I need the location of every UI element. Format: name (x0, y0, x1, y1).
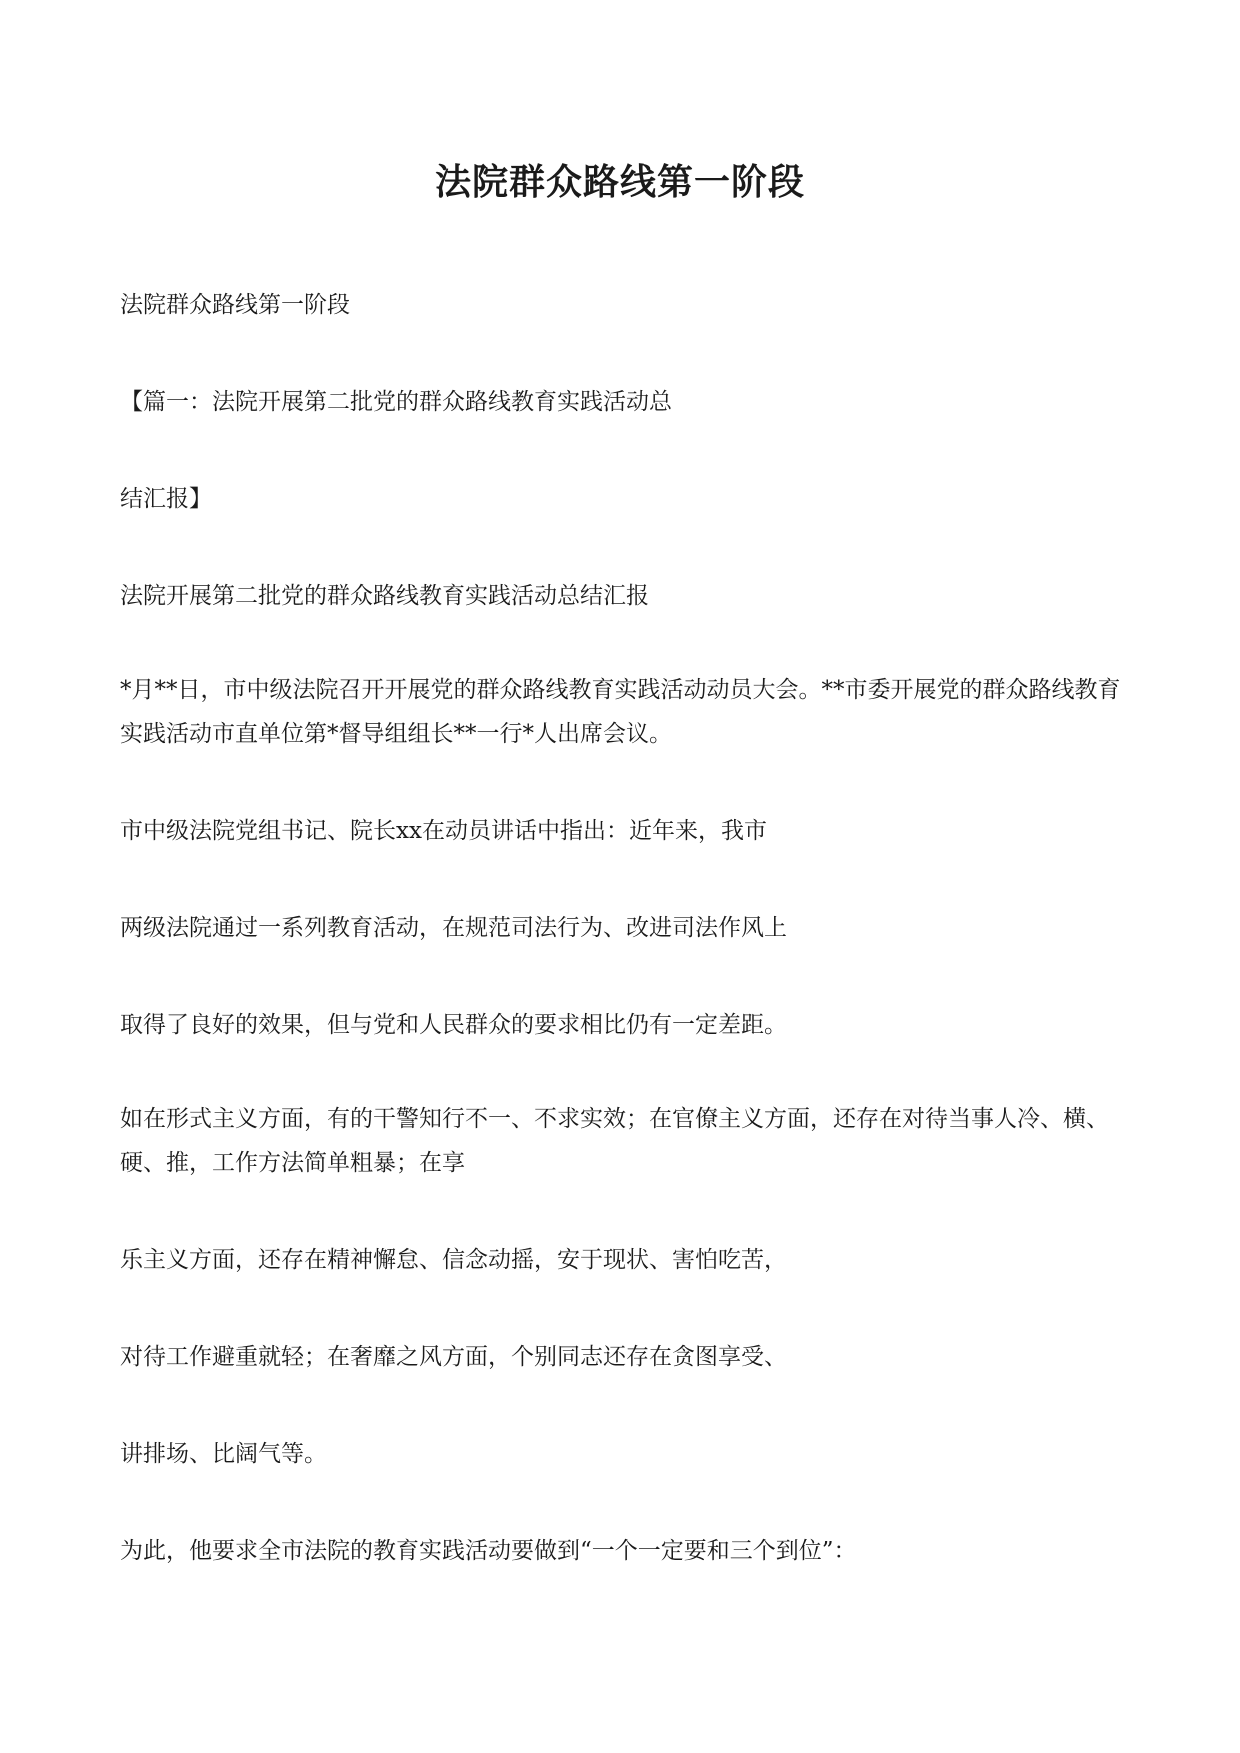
paragraph-section-heading-line2: 结汇报】 (120, 486, 212, 512)
document-title: 法院群众路线第一阶段 (434, 161, 805, 203)
paragraph-speech-6: 对待工作避重就轻；在奢靡之风方面，个别同志还存在贪图享受、 (120, 1344, 787, 1370)
paragraph-speech-5: 乐主义方面，还存在精神懈怠、信念动摇，安于现状、害怕吃苦， (120, 1247, 787, 1273)
paragraph-subtitle: 法院群众路线第一阶段 (120, 292, 350, 318)
paragraph-speech-3: 取得了良好的效果，但与党和人民群众的要求相比仍有一定差距。 (120, 1012, 787, 1038)
paragraph-speech-4: 如在形式主义方面，有的干警知行不一、不求实效；在官僚主义方面，还存在对待当事人冷、横、硬、推，工作方法简单粗暴；在享 (120, 1106, 1109, 1176)
paragraph-speech-7: 讲排场、比阔气等。 (120, 1441, 327, 1467)
paragraph-report-title: 法院开展第二批党的群众路线教育实践活动总结汇报 (120, 583, 649, 609)
paragraph-speech-2: 两级法院通过一系列教育活动，在规范司法行为、改进司法作风上 (120, 915, 787, 941)
paragraph-section-heading-line1: 【篇一：法院开展第二批党的群众路线教育实践活动总 (120, 389, 672, 415)
paragraph-meeting-intro: *月**日，市中级法院召开开展党的群众路线教育实践活动动员大会。**市委开展党的群众路线教育实践活动市直单位第*督导组组长**一行*人出席会议。 (120, 677, 1121, 747)
paragraph-requirements: 为此，他要求全市法院的教育实践活动要做到“一个一定要和三个到位”： (120, 1538, 857, 1564)
paragraph-speech-1: 市中级法院党组书记、院长xx在动员讲话中指出：近年来，我市 (120, 818, 767, 844)
